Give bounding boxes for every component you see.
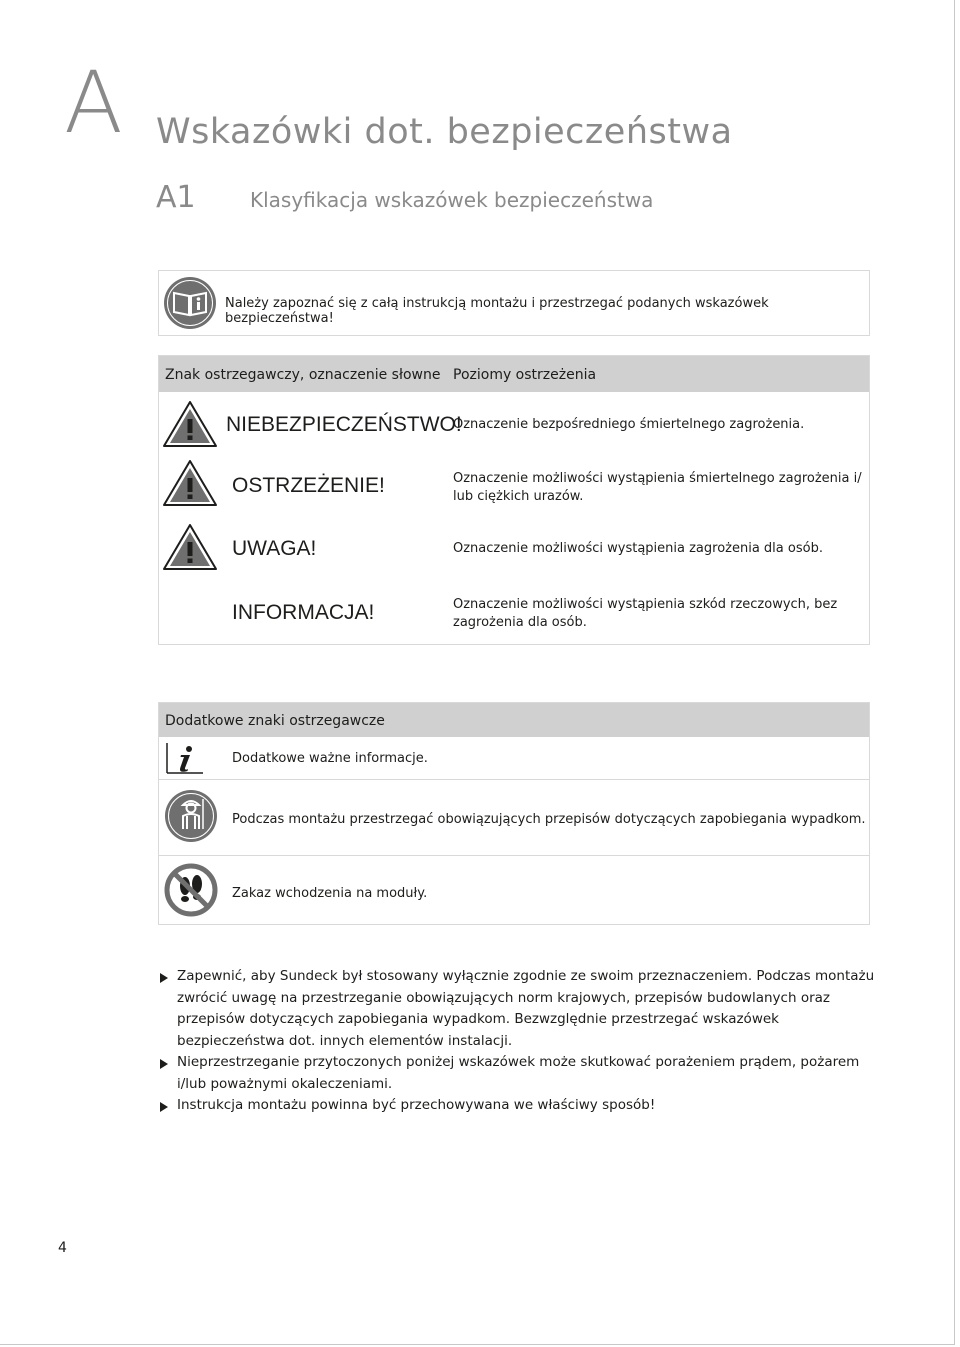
safety-bullet-list <box>160 966 880 1117</box>
col-sign-header: Znak ostrzegawczy, oznaczenie słowne <box>165 367 441 383</box>
level-word-caution: UWAGA! <box>232 537 317 560</box>
bullet-arrow-icon <box>160 973 168 983</box>
list-item <box>160 1052 880 1095</box>
no-walking-icon <box>164 863 218 921</box>
manual-info-icon <box>163 276 217 334</box>
level-word-danger: NIEBEZPIECZEŃSTWO! <box>226 413 462 436</box>
table-header <box>159 356 869 392</box>
level-desc-caution: Oznaczenie możliwości wystąpienia zagrożenia dla osób. <box>453 541 823 556</box>
additional-signs-table <box>158 702 870 925</box>
additional-sign-text: Dodatkowe ważne informacje. <box>232 751 428 766</box>
additional-sign-text: Podczas montażu przestrzegać obowiązujących przepisów dotyczących zapobiegania wypadkom. <box>232 812 866 827</box>
list-item <box>159 780 869 856</box>
worker-safety-icon <box>164 789 218 847</box>
level-desc-warning: Oznaczenie możliwości wystąpienia śmiertelnego zagrożenia i/ lub ciężkich urazów. <box>453 471 862 504</box>
level-desc-info: Oznaczenie możliwości wystąpienia szkód rzeczowych, bez zagrożenia dla osób. <box>453 597 838 630</box>
warning-levels-table <box>158 355 870 645</box>
warning-triangle-icon <box>162 459 218 511</box>
bullet-text: Instrukcja montażu powinna być przechowywana we właściwy sposób! <box>177 1097 656 1113</box>
list-item <box>160 1095 880 1117</box>
level-word-warning: OSTRZEŻENIE! <box>232 474 385 497</box>
info-italic-icon <box>165 741 205 779</box>
list-item <box>159 856 869 924</box>
warning-triangle-icon <box>162 400 218 452</box>
bullet-arrow-icon <box>160 1102 168 1112</box>
intro-note-text: Należy zapoznać się z całą instrukcją montażu i przestrzegać podanych wskazówek bezpieczeństwa! <box>225 296 769 326</box>
section-title: Klasyfikacja wskazówek bezpieczeństwa <box>250 188 654 212</box>
level-word-info: INFORMACJA! <box>232 601 375 624</box>
chapter-title: Wskazówki dot. bezpieczeństwa <box>156 112 733 152</box>
additional-signs-header <box>159 703 869 737</box>
bullet-arrow-icon <box>160 1059 168 1069</box>
list-item <box>159 737 869 780</box>
additional-sign-text: Zakaz wchodzenia na moduły. <box>232 886 428 901</box>
additional-signs-heading: Dodatkowe znaki ostrzegawcze <box>165 713 385 729</box>
bullet-text: Nieprzestrzeganie przytoczonych poniżej wskazówek może skutkować porażeniem prądem, pożarem i/lub poważnymi okaleczeniami. <box>177 1054 860 1092</box>
col-levels-header: Poziomy ostrzeżenia <box>453 367 597 383</box>
intro-note-box <box>158 270 870 336</box>
bullet-text: Zapewnić, aby Sundeck był stosowany wyłącznie zgodnie ze swoim przeznaczeniem. Podczas montażu zwrócić uwagę na przestrzeganie obowiązujących norm krajowych, przepisów budowlanych oraz przepisów dotyczących zapobiegania wypadkom. Bezwzględnie przestrzegać wskazówek bezpieczeństwa dot. innych elementów instalacji. <box>177 968 875 1049</box>
section-number: A1 <box>156 180 196 215</box>
warning-triangle-icon <box>162 523 218 575</box>
page-number: 4 <box>58 1240 67 1256</box>
chapter-letter: A <box>64 53 123 153</box>
list-item <box>160 966 880 1052</box>
level-desc-danger: Oznaczenie bezpośredniego śmiertelnego zagrożenia. <box>453 417 805 432</box>
